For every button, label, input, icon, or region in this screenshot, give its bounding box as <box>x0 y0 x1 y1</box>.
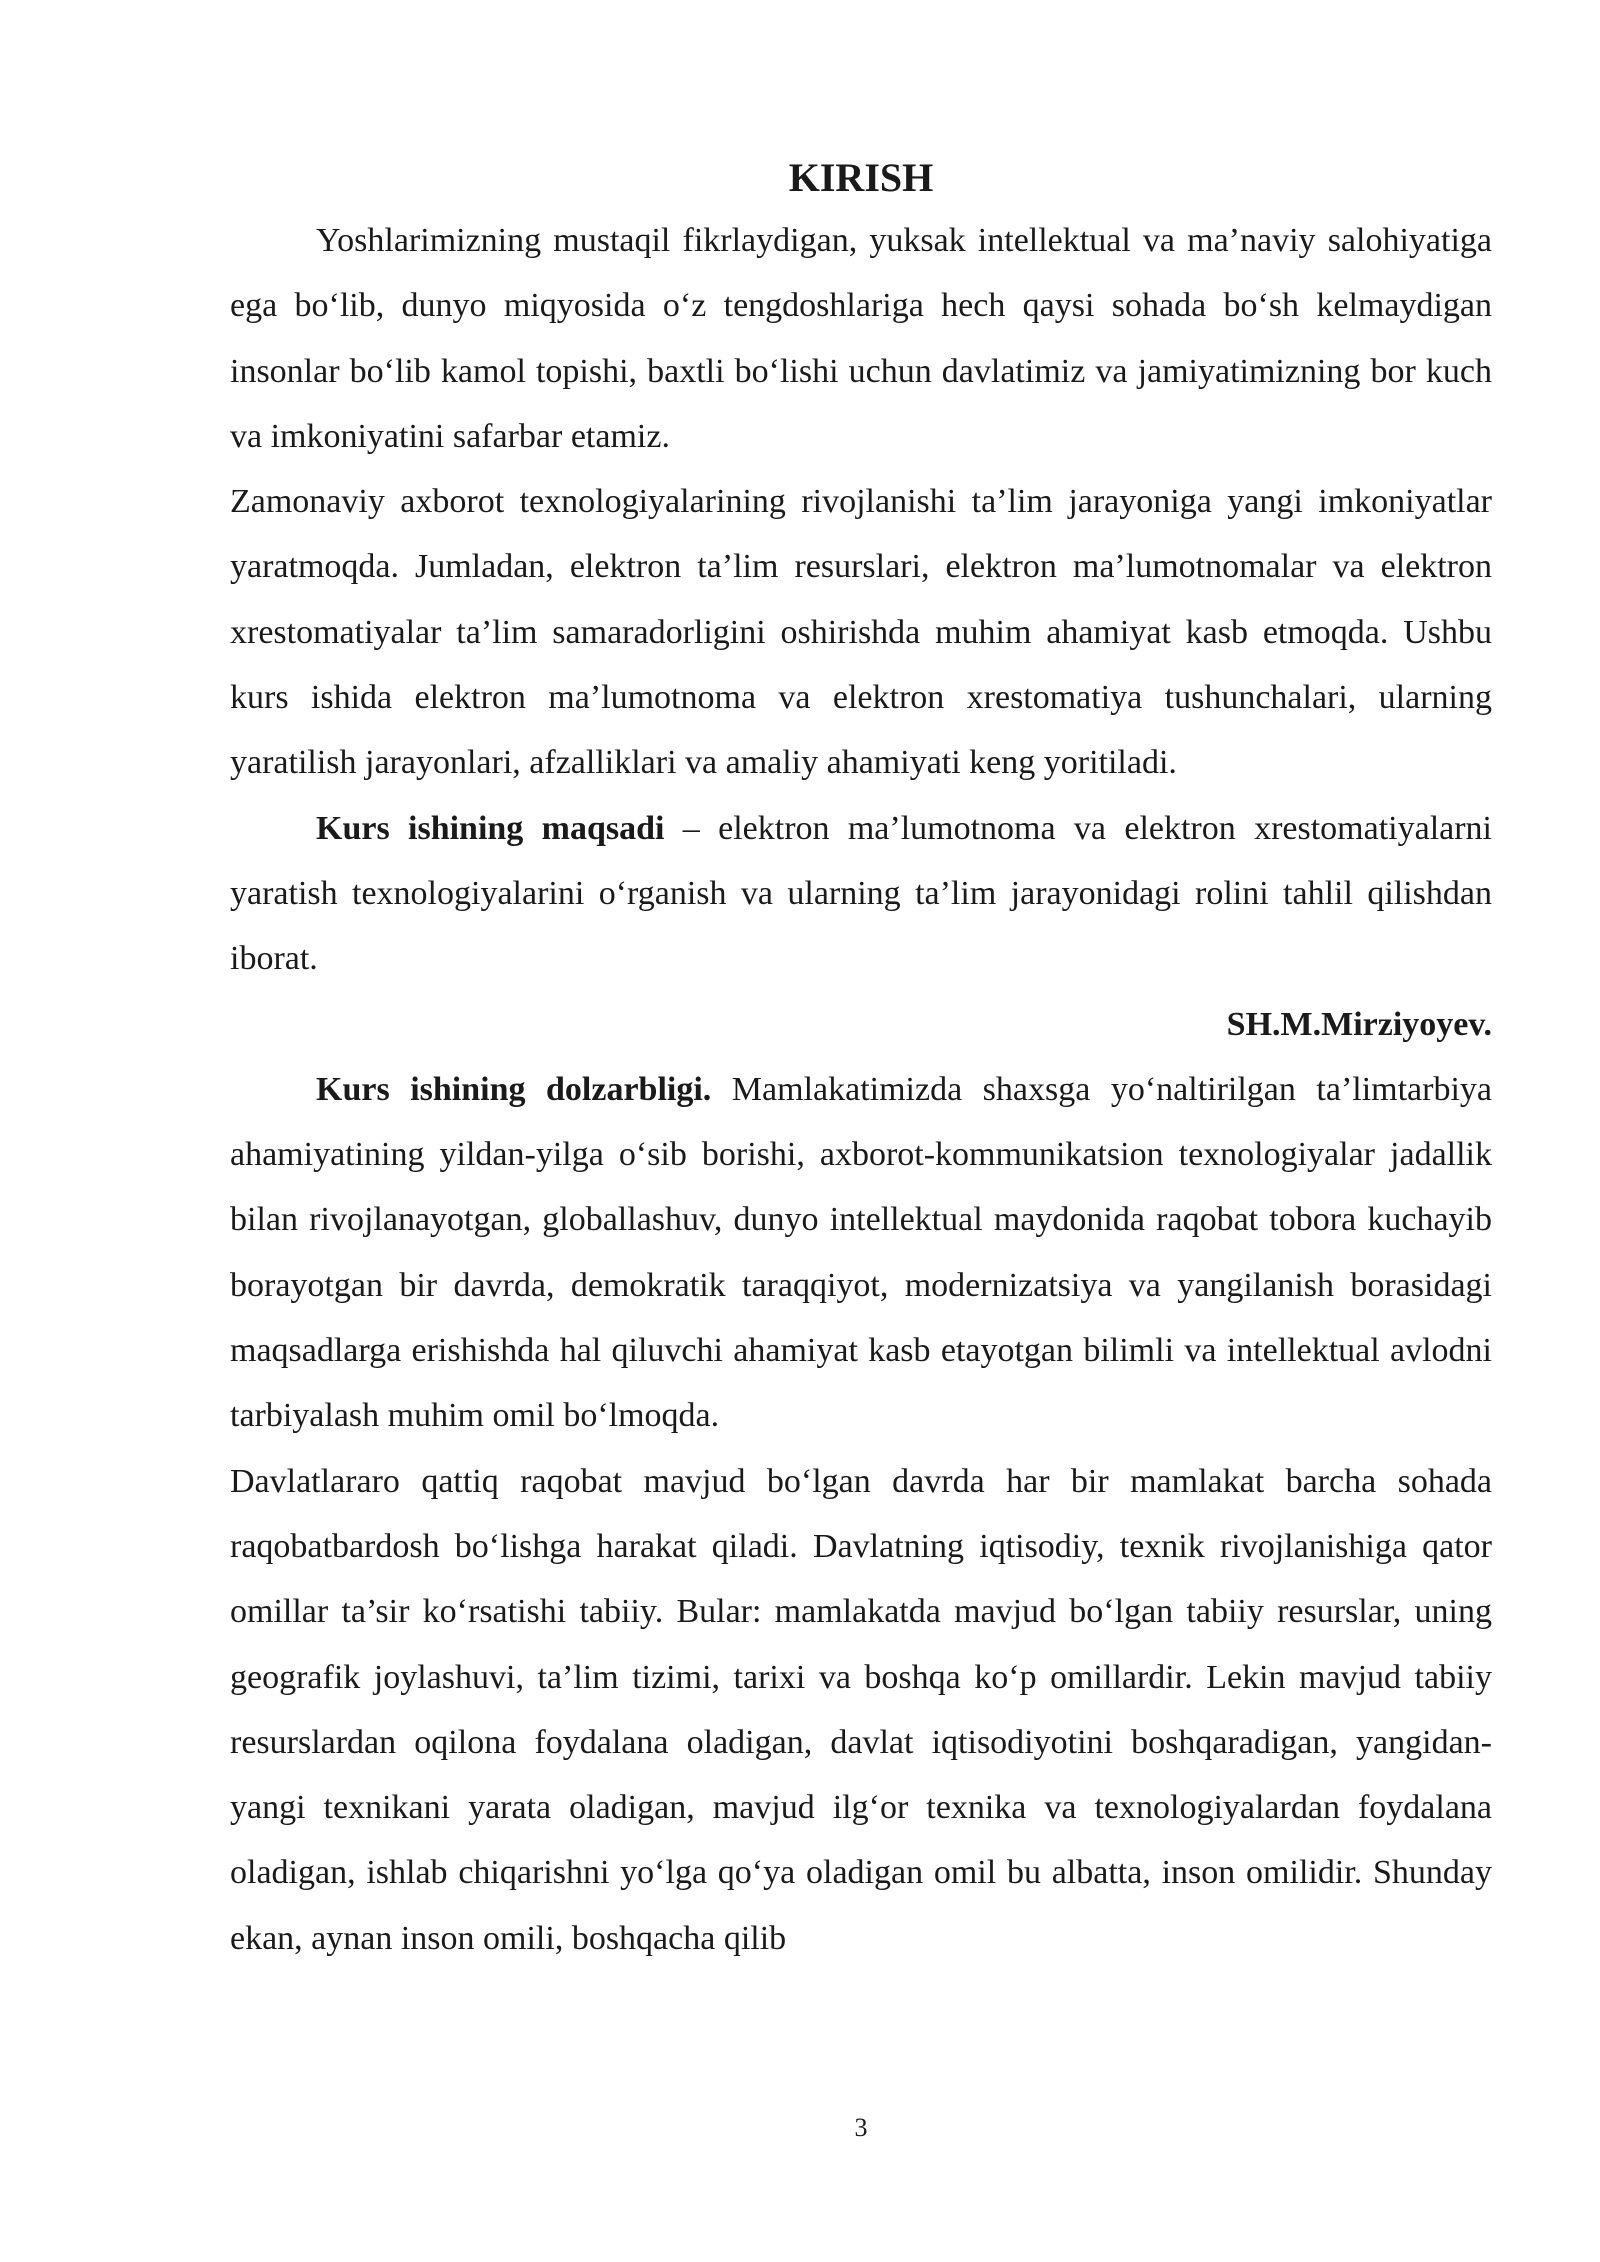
relevance-text: Mamlakatimizda shaxsga yo‘naltirilgan ta’limtarbiya ahamiyatining yildan-yilga o‘sib borishi, axborot-kommunikatsion texnologiyalar jadallik bilan rivojlanayotgan, globallashuv, dunyo intellektual maydonida raqobat tobora kuchayib borayotgan bir davrda, demokratik taraqqiyot, modernizatsiya va yangilanish borasidagi maqsadlarga erishishda hal qiluvchi ahamiyat kasb etayotgan bilimli va intellektual avlodni tarbiyalash muhim omil bo‘lmoqda. <box>230 1070 1492 1435</box>
relevance-heading: Kurs ishining dolzarbligi. <box>316 1070 712 1108</box>
paragraph-relevance <box>230 1057 1492 1449</box>
paragraph-competition: Davlatlararo qattiq raqobat mavjud bo‘lgan davrda har bir mamlakat barcha sohada raqobatbardosh bo‘lishga harakat qiladi. Davlatning iqtisodiy, texnik rivojlanishiga qator omillar ta’sir ko‘rsatishi tabiiy. Bular: mamlakatda mavjud bo‘lgan tabiiy resurslar, uning geografik joylashuvi, ta’lim tizimi, tarixi va boshqa ko‘p omillardir. Lekin mavjud tabiiy resurslardan oqilona foydalana oladigan, davlat iqtisodiyotini boshqaradigan, yangidan-yangi texnikani yarata oladigan, mavjud ilg‘or texnika va texnologiyalardan foydalana oladigan, ishlab chiqarishni yo‘lga qo‘ya oladigan omil bu albatta, inson omilidir. Shunday ekan, aynan inson omili, boshqacha qilib <box>230 1462 1492 1957</box>
page-number: 3 <box>854 2113 868 2142</box>
document-page <box>230 150 1492 1971</box>
document-title: KIRISH <box>788 155 934 200</box>
purpose-text: – elektron ma’lumotnoma va elektron xrestomatiyalarni yaratish texnologiyalarini o‘rganish va ularning ta’lim jarayonidagi rolini tahlil qilishdan iborat. <box>230 809 1492 978</box>
paragraph-purpose <box>230 796 1492 992</box>
purpose-heading: Kurs ishining maqsadi <box>316 809 665 847</box>
signature: SH.M.Mirziyoyev. <box>1226 1005 1492 1043</box>
paragraph-intro: Yoshlarimizning mustaqil fikrlaydigan, yuksak intellektual va ma’naviy salohiyatiga ega bo‘lib, dunyo miqyosida o‘z tengdoshlariga hech qaysi sohada bo‘sh kelmaydigan insonlar bo‘lib kamol topishi, baxtli bo‘lishi uchun davlatimiz va jamiyatimizning bor kuch va imkoniyatini safarbar etamiz. <box>230 222 1492 455</box>
paragraph-technology: Zamonaviy axborot texnologiyalarining rivojlanishi ta’lim jarayoniga yangi imkoniyatlar yaratmoqda. Jumladan, elektron ta’lim resurslari, elektron ma’lumotnomalar va elektron xrestomatiyalar ta’lim samaradorligini oshirishda muhim ahamiyat kasb etmoqda. Ushbu kurs ishida elektron ma’lumotnoma va elektron xrestomatiya tushunchalari, ularning yaratilish jarayonlari, afzalliklari va amaliy ahamiyati keng yoritiladi. <box>230 483 1492 782</box>
